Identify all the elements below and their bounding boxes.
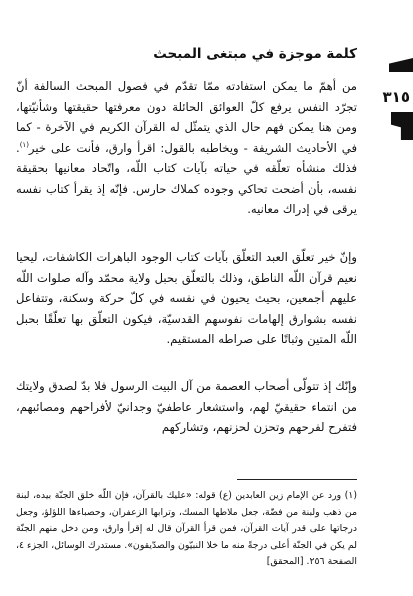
- footnote-reference[interactable]: (١): [19, 140, 29, 149]
- section-heading: كلمة موجزة في مبتغى المبحث: [153, 46, 357, 62]
- footnote-divider: [237, 479, 357, 480]
- paragraph-1: [16, 76, 357, 220]
- page-number: ٣١٥: [382, 88, 410, 106]
- paragraph-2: وإنّ خير تعلّق العبد التعلّق بآيات كتاب الوجود الباهرات الكاشفات، ليحيا نعيم قرآن اللّه الناطق، وذلك بالتعلّق بحبل ولاية محمّد وآله صلوات اللّه عليهم أجمعين، بحيث يحيون في نفسه في كلّ حركة وسكنة، وتتفاعل نفسه بشوارق إلهامات نفوسهم القدسيّة، فيكون التعلّق بها تعلّقًا بحبل اللّه المتين وثباتًا على صراطه المستقيم.: [16, 250, 357, 346]
- chapter-tab-marker: [389, 58, 413, 72]
- paragraph-1-text: من أهمّ ما يمكن استفادته ممّا تقدّم في فصول المبحث السالفة أنّ تجرّد النفس يرفع كلّ العوائق الحائلة دون معرفتها حقيقتها وشأنيّتها، ومن هنا يمكن فهم حال الذي يتمثّل له القرآن الكريم في الآخرة - كما في الأحاديث الشريفة - ويخاطبه بالقول: اقرأ وارق، فأنت على خير: [16, 79, 357, 155]
- footnote: (١) ورد عن الإمام زين العابدين (ع) قوله: «عليك بالقرآن، فإن اللّه خلق الجنّة بيده، لبنة من ذهب ولبنة من فضّة، جعل ملاطها المسك، وترابها الزعفران، وحصباءها اللؤلؤ، وجعل درجاتها على قدر آيات القرآن، فمن قرأ القرآن قال له إقرأ وارق، ومن دخل منهم الجنّة لم يكن في الجنّة أعلى درجةً منه ما خلا النبيّون والصدّيقون». مستدرك الوسائل، الجزء ٤، الصفحة ٢٥٦. [المحقق]: [15, 490, 357, 568]
- paragraph-1-continuation: . فذلك منشأه تعلّقه في حياته بآيات كتاب اللّه، واتّحاد معانيها بحقيقة نفسه، بأن أضحت تحاكي وجوده كملاك حارس. فإنّه إذ يقرأ كتاب نفسه يرقى في إدراك معانيه.: [16, 140, 357, 216]
- paragraph-3: وإنّك إذ تتولّى أصحاب العصمة من آل البيت الرسول فلا بدّ لصدق ولايتك من انتماء حقيقيّ لهم، واستشعار عاطفيّ وجدانيّ لأفراحهم ومصائبهم، فتفرح لفرحهم وتحزن لحزنهم، وتشاركهم: [16, 379, 357, 434]
- chapter-tab-marker-lower: [391, 112, 413, 140]
